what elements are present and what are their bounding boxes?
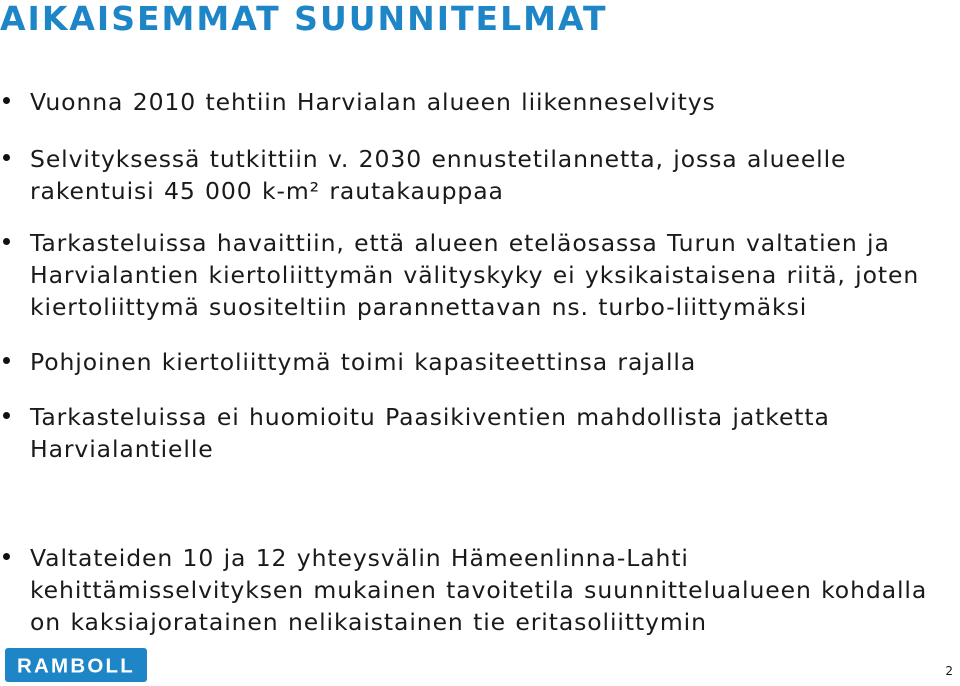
logo-text: RAMBOLL [17,654,135,678]
bullet-text: Selvityksessä tutkittiin v. 2030 ennustetilannetta, jossa alueelle rakentuisi 45 000 k-m² rautakauppaa [30,145,847,205]
ramboll-logo [5,648,147,682]
bullet-dot-icon [3,154,10,161]
page-number: 2 [945,664,953,678]
bullet-dot-icon [3,97,10,104]
bullet-item [30,542,935,638]
bullet-dot-icon [3,412,10,419]
bullet-item [30,346,935,378]
slide-title: AIKAISEMMAT SUUNNITELMAT [0,0,608,38]
bullet-text: Vuonna 2010 tehtiin Harvialan alueen liikenneselvitys [30,88,716,116]
bullet-item [30,227,935,323]
bullet-dot-icon [3,553,10,560]
bullet-text: Tarkasteluissa havaittiin, että alueen eteläosassa Turun valtatien ja Harvialantien kiertoliittymän välityskyky ei yksikaistaisena riitä, joten kiertoliittymä suositeltiin parannettavan ns. turbo-liittymäksi [30,229,920,321]
bullet-text: Tarkasteluissa ei huomioitu Paasikiventien mahdollista jatketta Harvialantielle [30,403,830,463]
bullet-item [30,86,935,118]
bullet-text: Pohjoinen kiertoliittymä toimi kapasiteettinsa rajalla [30,348,697,376]
bullet-item [30,143,935,207]
bullet-item [30,401,935,465]
ramboll-logo-mark [5,648,147,682]
bullet-dot-icon [3,238,10,245]
bullet-text: Valtateiden 10 ja 12 yhteysvälin Hämeenlinna-Lahti kehittämisselvityksen mukainen tavoitetila suunnittelualueen kohdalla on kaksiajoratainen nelikaistainen tie eritasoliittymin [30,544,928,636]
bullet-dot-icon [3,357,10,364]
